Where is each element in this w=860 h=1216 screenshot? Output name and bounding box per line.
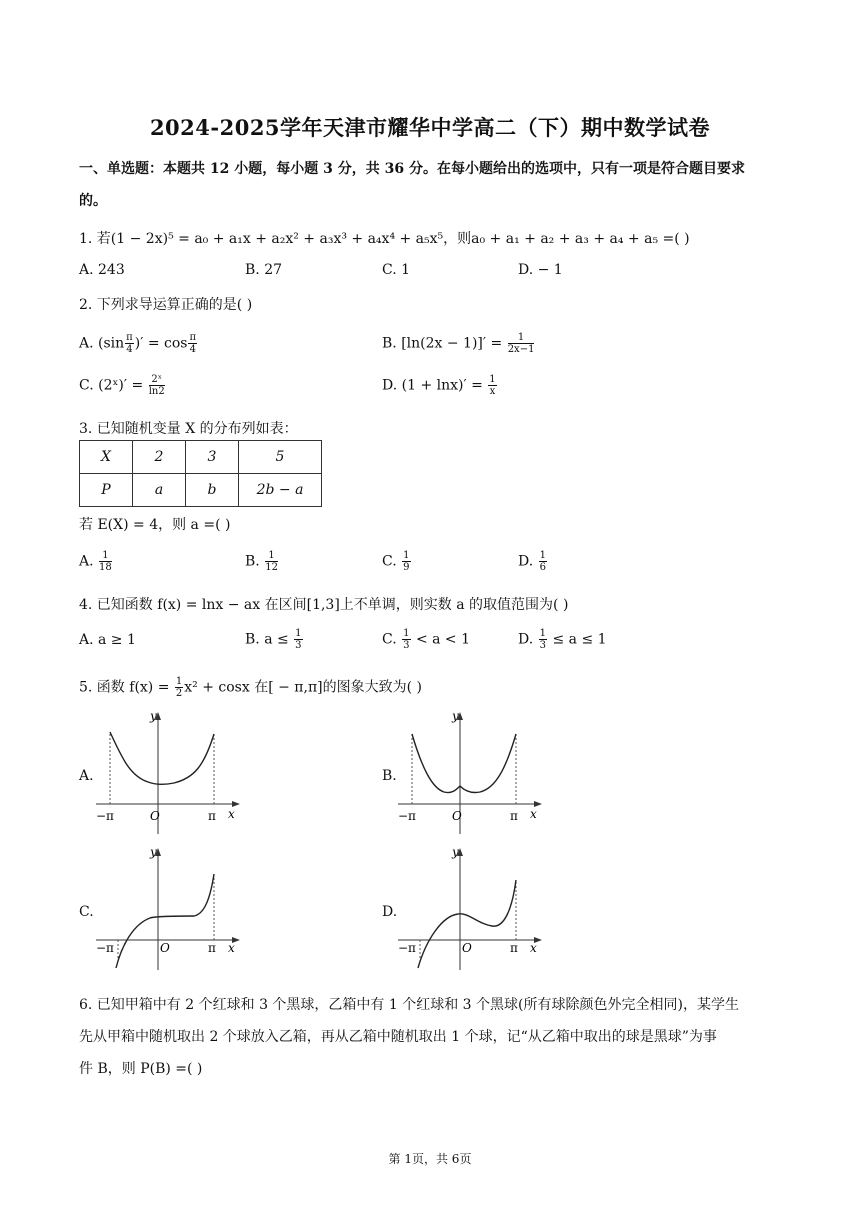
curve <box>110 732 214 784</box>
neg-pi-label: −π <box>96 809 114 823</box>
q4-option-b: B. a ≤ $\frac{1}{3}$ <box>245 628 302 651</box>
q5-option-d-label: D. <box>382 904 398 920</box>
table-cell: b <box>186 474 239 507</box>
curve <box>412 734 516 793</box>
neg-pi-label: −π <box>96 941 114 955</box>
q1-option-a: A. 243 <box>79 262 125 278</box>
q1-option-d: D. − 1 <box>518 262 563 278</box>
distribution-table <box>79 440 322 507</box>
q1-option-c: C. 1 <box>382 262 411 278</box>
page-title: 2024-2025学年天津市耀华中学高二（下）期中数学试卷 <box>149 115 711 140</box>
q1-stem: 1. 若(1 − 2x)⁵ = a₀ + a₁x + a₂x² + a₃x³ + a₄x⁴ + a₅x⁵，则a₀ + a₁ + a₂ + a₃ + a₄ + a₅ =( ) <box>79 231 690 247</box>
pi-label: π <box>510 941 518 955</box>
neg-pi-label: −π <box>398 809 416 823</box>
q1-option-b: B. 27 <box>245 262 283 278</box>
section-heading-line2: 的。 <box>79 193 107 209</box>
q6-line2: 先从甲箱中随机取出 2 个球放入乙箱，再从乙箱中随机取出 1 个球，记“从乙箱中取出的球是黑球”为事 <box>79 1029 717 1045</box>
section-heading-line1: 一、单选题：本题共 12 小题，每小题 3 分，共 36 分。在每小题给出的选项中，只有一项是符合题目要求 <box>79 161 745 177</box>
q2-option-b: B. [ln(2x − 1)]′ = $\frac{1}{2x-1}$ <box>382 332 535 355</box>
graph-a <box>94 708 244 836</box>
y-label: y <box>452 709 459 723</box>
q4-option-a: A. a ≥ 1 <box>79 632 136 648</box>
origin-label: O <box>150 809 160 823</box>
y-label: y <box>150 709 157 723</box>
q4-option-c: C. $\frac{1}{3}$ < a < 1 <box>382 628 471 651</box>
q5-option-c-label: C. <box>79 904 94 920</box>
origin-label: O <box>452 809 462 823</box>
table-cell: a <box>133 474 186 507</box>
table-cell: P <box>80 474 133 507</box>
y-label: y <box>150 845 157 859</box>
q2-option-d: D. (1 + lnx)′ = $\frac{1}{x}$ <box>382 374 496 397</box>
q3-option-b: B. $\frac{1}{12}$ <box>245 550 278 573</box>
q3-stem: 3. 已知随机变量 X 的分布列如表： <box>79 421 298 437</box>
graph-d <box>396 844 546 974</box>
neg-pi-label: −π <box>398 941 416 955</box>
q2-option-c: C. (2ˣ)′ = $\frac{\text{2ˣ}}{\ln 2}$ <box>79 374 165 397</box>
q3-option-a: A. $\frac{1}{18}$ <box>79 550 112 573</box>
graph-b <box>396 708 546 836</box>
q5-option-b-label: B. <box>382 768 397 784</box>
pi-label: π <box>510 809 518 823</box>
origin-label: O <box>160 941 170 955</box>
table-cell: 2b − a <box>239 474 322 507</box>
page-footer: 第 1页，共 6页 <box>388 1152 472 1166</box>
x-label: x <box>530 807 537 821</box>
y-label: y <box>452 845 459 859</box>
q3-option-c: C. $\frac{1}{9}$ <box>382 550 410 573</box>
pi-label: π <box>208 941 216 955</box>
q6-line3: 件 B，则 P(B) =( ) <box>79 1061 203 1077</box>
q2-option-a: A. (sin $\frac{\pi}{4}$ )′ = cos $\frac{\pi}{4}$ <box>79 332 197 355</box>
q3-condition: 若 E(X) = 4，则 a =( ) <box>79 517 231 533</box>
table-cell: 3 <box>186 441 239 474</box>
graph-c <box>94 844 244 974</box>
x-label: x <box>228 941 235 955</box>
q5-stem: 5. 函数 f(x) = $\frac{1}{2}$ x² + cosx 在[ − π,π]的图象大致为( ) <box>79 676 422 699</box>
q6-line1: 6. 已知甲箱中有 2 个红球和 3 个黑球，乙箱中有 1 个红球和 3 个黑球(所有球除颜色外完全相同)，某学生 <box>79 997 739 1013</box>
table-cell: 2 <box>133 441 186 474</box>
pi-label: π <box>208 809 216 823</box>
q4-stem: 4. 已知函数 f(x) = lnx − ax 在区间[1,3]上不单调，则实数 a 的取值范围为( ) <box>79 597 569 613</box>
q5-option-a-label: A. <box>79 768 94 784</box>
q2-stem: 2. 下列求导运算正确的是( ) <box>79 297 253 313</box>
origin-label: O <box>462 941 472 955</box>
table-row <box>80 474 322 507</box>
table-cell: 5 <box>239 441 322 474</box>
q3-option-d: D. $\frac{1}{6}$ <box>518 550 547 573</box>
table-cell: X <box>80 441 133 474</box>
q4-option-d: D. $\frac{1}{3}$ ≤ a ≤ 1 <box>518 628 607 651</box>
table-row <box>80 441 322 474</box>
x-label: x <box>228 807 235 821</box>
x-label: x <box>530 941 537 955</box>
